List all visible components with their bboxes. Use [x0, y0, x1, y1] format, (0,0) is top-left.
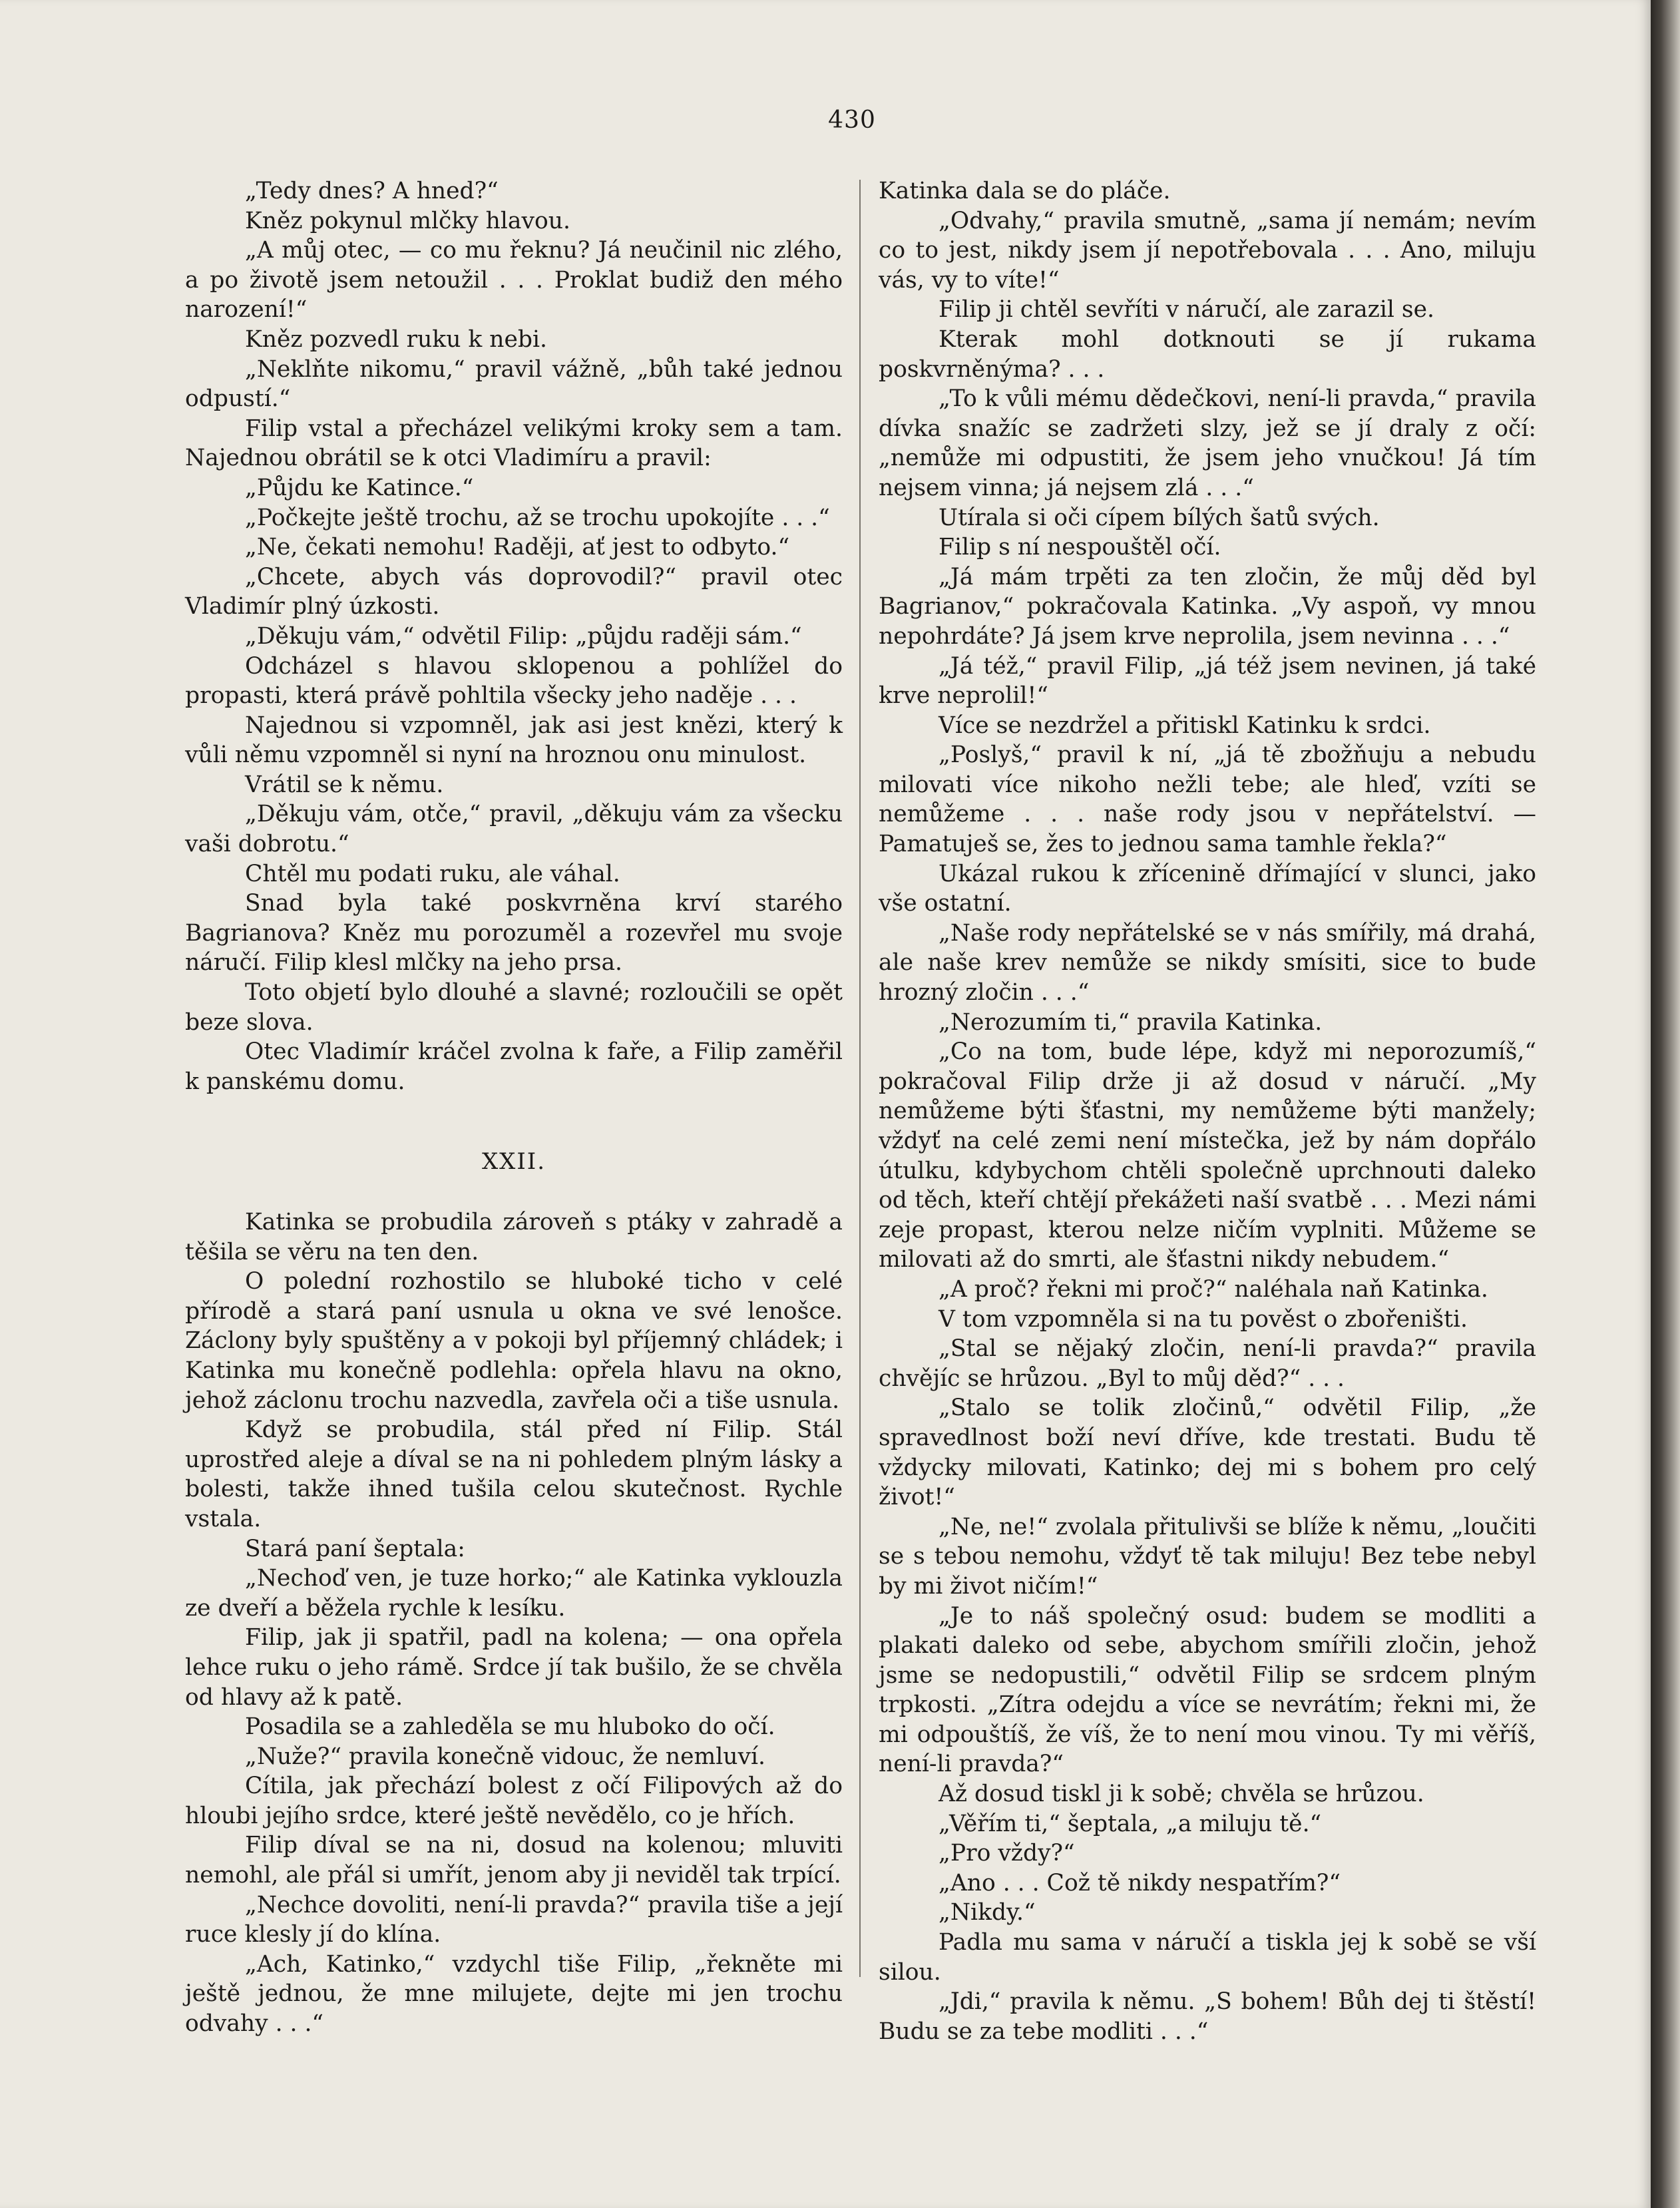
paragraph: „Neklňte nikomu,“ pravil vážně, „bůh také jednou odpustí.“: [185, 355, 843, 413]
paragraph: Až dosud tiskl ji k sobě; chvěla se hrůzou.: [939, 1781, 1424, 1808]
paragraph: „A proč? řekni mi proč?“ naléhala naň Katinka.: [939, 1275, 1488, 1303]
paragraph: „Nerozumím ti,“ pravila Katinka.: [939, 1008, 1323, 1036]
paragraph: „Děkuju vám,“ odvětil Filip: „půjdu raději sám.“: [245, 622, 802, 650]
paragraph: „Jdi,“ pravila k němu. „S bohem! Bůh dej ti štěstí! Budu se za tebe modliti . . .“: [879, 1988, 1536, 2045]
paragraph: Filip ji chtěl sevříti v náručí, ale zarazil se.: [939, 296, 1434, 324]
paragraph: „Nechoď ven, je tuze horko;“ ale Katinka vyklouzla ze dveří a běžela rychle k lesíku.: [185, 1565, 843, 1622]
paragraph: „Pro vždy?“: [939, 1840, 1075, 1867]
right-column: [879, 176, 1536, 2046]
paragraph: Chtěl mu podati ruku, ale váhal.: [245, 860, 620, 887]
paragraph: Vrátil se k němu.: [245, 771, 444, 798]
paragraph: „A můj otec, — co mu řeknu? Já neučinil nic zlého, a po životě jsem netoužil . . . Proklat budiž den mého narození!“: [185, 237, 843, 324]
paragraph: Filip vstal a přecházel velikými kroky sem a tam. Najednou obrátil se k otci Vladimíru a pravil:: [185, 415, 843, 472]
book-edge-shadow: [1651, 0, 1680, 2208]
paragraph: „Nikdy.“: [939, 1899, 1036, 1926]
paragraph: Filip s ní nespouštěl očí.: [939, 534, 1221, 561]
paragraph: „Co na tom, bude lépe, když mi neporozumíš,“ pokračoval Filip drže ji až dosud v náručí. „My nemůžeme býti šťastni, my nemůžeme býti manžely; vždyť na celé zemi není místečka, jež by nám dopřálo útulku, kdybychom chtěli společně uprchnouti daleko od těch, kteří chtějí překážeti naší svatbě . . . Mezi námi zeje propast, kterou nelze ničím vyplniti. Můžeme se milovati až do smrti, ale šťastni nikdy nebudem.“: [879, 1038, 1536, 1273]
paragraph: Odcházel s hlavou sklopenou a pohlížel do propasti, která právě pohltila všecky jeho naděje . . .: [185, 652, 843, 710]
paragraph: „Stal se nějaký zločin, není-li pravda?“ pravila chvějíc se hrůzou. „Byl to můj děd?“ . . .: [879, 1335, 1536, 1392]
paragraph: Snad byla také poskvrněna krví starého Bagrianova? Kněz mu porozuměl a rozevřel mu svoje náručí. Filip klesl mlčky na jeho prsa.: [185, 890, 843, 977]
paragraph: „Počkejte ještě trochu, až se trochu upokojíte . . .“: [245, 504, 830, 531]
paragraph: „Nuže?“ pravila konečně vidouc, že nemluví.: [245, 1743, 765, 1770]
paragraph: „Ano . . . Což tě nikdy nespatřím?“: [939, 1869, 1341, 1896]
paragraph: „Tedy dnes? A hned?“: [245, 178, 499, 204]
paragraph: „Půjdu ke Katince.“: [245, 474, 474, 501]
left-column: [185, 176, 843, 2039]
paragraph: Kterak mohl dotknouti se jí rukama poskvrněnýma? . . .: [879, 326, 1536, 383]
paragraph: Padla mu sama v náručí a tiskla jej k sobě se vší silou.: [879, 1929, 1536, 1986]
paragraph: „Stalo se tolik zločinů,“ odvětil Filip, „že spravedlnost boží neví dříve, kde trestati. Budu tě vždycky milovati, Katinko; dej mi s bohem pro celý život!“: [879, 1395, 1536, 1511]
paragraph: „Odvahy,“ pravila smutně, „sama jí nemám; nevím co to jest, nikdy jsem jí nepotřebovala . . . Ano, miluju vás, vy to víte!“: [879, 207, 1536, 294]
column-divider: [859, 180, 861, 1977]
paragraph: Filip, jak ji spatřil, padl na kolena; — ona opřela lehce ruku o jeho rámě. Srdce jí tak bušilo, že se chvěla od hlavy až k patě.: [185, 1624, 843, 1711]
paragraph: „Chcete, abych vás doprovodil?“ pravil otec Vladimír plný úzkosti.: [185, 563, 843, 620]
paragraph: „Ne, čekati nemohu! Raději, ať jest to odbyto.“: [245, 534, 790, 561]
paragraph: Posadila se a zahleděla se mu hluboko do očí.: [245, 1713, 775, 1741]
paragraph: „Je to náš společný osud: budem se modliti a plakati daleko od sebe, abychom smířili zločin, jehož jsme se nedopustili,“ odvětil Filip se srdcem plným trpkosti. „Zítra odejdu a více se nevrátím; řekni mi, že mi odpouštíš, že víš, že to není mou vinou. Ty mi věříš, není-li pravda?“: [879, 1602, 1536, 1778]
left-column-text-before-chapter: [185, 176, 843, 1096]
paragraph: „Naše rody nepřátelské se v nás smířily, má drahá, ale naše krev nemůže se nikdy smísiti, sice to bude hrozný zločin . . .“: [879, 919, 1536, 1006]
paragraph: Otec Vladimír kráčel zvolna k faře, a Filip zaměřil k panskému domu.: [185, 1038, 843, 1095]
paragraph: „Věřím ti,“ šeptala, „a miluju tě.“: [939, 1810, 1322, 1837]
paragraph: O polední rozhostilo se hluboké ticho v celé přírodě a stará paní usnula u okna ve své lenošce. Záclony byly spuštěny a v pokoji byl příjemný chládek; i Katinka mu konečně podlehla: opřela hlavu na okno, jehož záclonu trochu nazvedla, zavřela oči a tiše usnula.: [185, 1268, 843, 1414]
paragraph: „Já též,“ pravil Filip, „já též jsem nevinen, já také krve neprolil!“: [879, 652, 1536, 710]
paragraph: V tom vzpomněla si na tu pověst o zbořeništi.: [939, 1305, 1468, 1333]
paragraph: Stará paní šeptala:: [245, 1535, 465, 1562]
paragraph: Ukázal rukou k zřícenině dřímající v slunci, jako vše ostatní.: [879, 860, 1536, 917]
paragraph: Utírala si oči cípem bílých šatů svých.: [939, 504, 1380, 531]
paragraph: „Poslyš,“ pravil k ní, „já tě zbožňuju a nebudu milovati více nikoho nežli tebe; ale hleď, vzíti se nemůžeme . . . naše rody jsou v nepřátelství. — Pamatuješ se, žes to jednou sama tamhle řekla?“: [879, 742, 1536, 858]
paragraph: Více se nezdržel a přitiskl Katinku k srdci.: [939, 712, 1431, 739]
left-column-text-after-chapter: [185, 1208, 843, 2039]
paragraph: „Nechce dovoliti, není-li pravda?“ pravila tiše a její ruce klesly jí do klína.: [185, 1891, 843, 1948]
paragraph: Kněz pozvedl ruku k nebi.: [245, 326, 547, 353]
page-number: 430: [828, 107, 876, 134]
paragraph: Cítila, jak přechází bolest z očí Filipových až do hloubi jejího srdce, které ještě nevědělo, co je hřích.: [185, 1773, 843, 1829]
paragraph: „Ach, Katinko,“ vzdychl tiše Filip, „řekněte mi ještě jednou, že mne milujete, dejte mi jen trochu odvahy . . .“: [185, 1950, 843, 2038]
paragraph: Najednou si vzpomněl, jak asi jest knězi, který k vůli němu vzpomněl si nyní na hroznou onu minulost.: [185, 712, 843, 769]
paragraph: „Já mám trpěti za ten zločin, že můj děd byl Bagrianov,“ pokračovala Katinka. „Vy aspoň, vy mnou nepohrdáte? Já jsem krve neprolila, jsem nevinna . . .“: [879, 563, 1536, 650]
paragraph: Toto objetí bylo dlouhé a slavné; rozloučili se opět beze slova.: [185, 979, 843, 1036]
paragraph: Katinka se probudila zároveň s ptáky v zahradě a těšila se věru na ten den.: [185, 1209, 843, 1265]
paragraph: „Děkuju vám, otče,“ pravil, „děkuju vám za všecku vaši dobrotu.“: [185, 801, 843, 858]
paragraph: Katinka dala se do pláče.: [879, 178, 1171, 204]
paragraph: „Ne, ne!“ zvolala přitulivši se blíže k němu, „loučiti se s tebou nemohu, vždyť tě tak miluju! Bez tebe nebyl by mi život ničím!“: [879, 1513, 1536, 1600]
paragraph: Když se probudila, stál před ní Filip. Stál uprostřed aleje a díval se na ni pohledem plným lásky a bolesti, takže ihned tušila celou skutečnost. Rychle vstala.: [185, 1417, 843, 1532]
paragraph: „To k vůli mému dědečkovi, není-li pravda,“ pravila dívka snažíc se zadržeti slzy, jež se jí draly z očí: „nemůže mi odpustiti, že jsem jeho vnučkou! Já tím nejsem vinna; já nejsem zlá . . .“: [879, 385, 1536, 501]
paragraph: Filip díval se na ni, dosud na kolenou; mluviti nemohl, ale přál si umřít, jenom aby ji neviděl tak trpící.: [185, 1832, 843, 1889]
chapter-heading: XXII.: [481, 1148, 546, 1176]
paragraph: Kněz pokynul mlčky hlavou.: [245, 207, 570, 234]
